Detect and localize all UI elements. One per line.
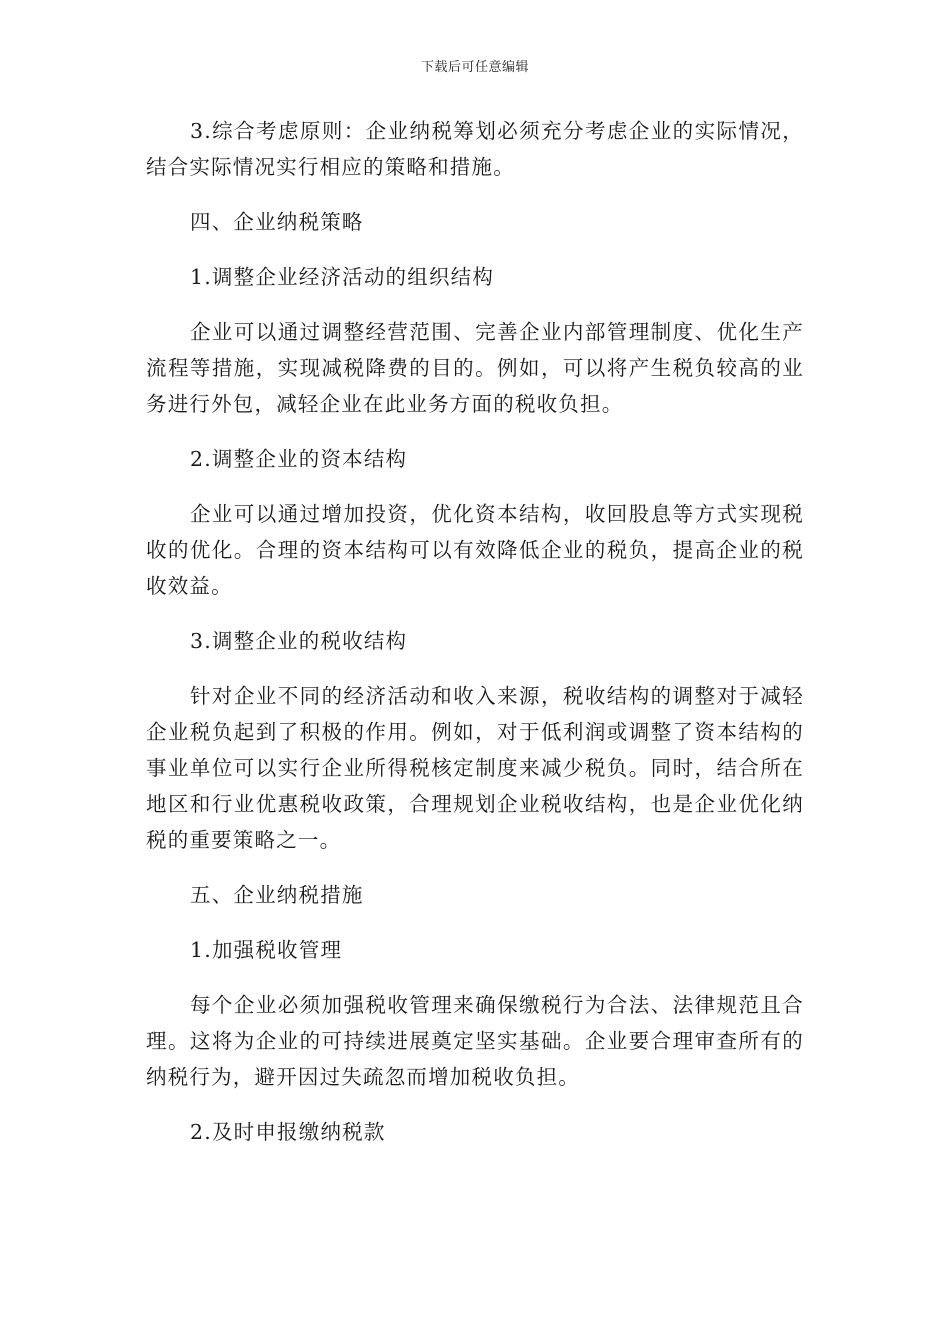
paragraph-organization-structure: 企业可以通过调整经营范围、完善企业内部管理制度、优化生产流程等措施，实现减税降费的目的。例如，可以将产生税负较高的业务进行外包，减轻企业在此业务方面的税收负担。 bbox=[146, 320, 804, 416]
paragraph-tax-management: 每个企业必须加强税收管理来确保缴税行为合法、法律规范且合理。这将为企业的可持续进展奠定坚实基础。企业要合理审查所有的纳税行为，避开因过失疏忽而增加税收负担。 bbox=[146, 993, 804, 1089]
document-body bbox=[146, 113, 804, 1169]
section-heading-tax-strategy: 四、企业纳税策略 bbox=[190, 210, 364, 234]
subheading-tax-structure: 3.调整企业的税收结构 bbox=[190, 629, 408, 653]
subheading-capital-structure: 2.调整企业的资本结构 bbox=[190, 447, 408, 471]
subheading-timely-filing: 2.及时申报缴纳税款 bbox=[190, 1120, 386, 1144]
subheading-tax-management: 1.加强税收管理 bbox=[190, 938, 343, 962]
subheading-organization-structure: 1.调整企业经济活动的组织结构 bbox=[190, 265, 495, 289]
paragraph-capital-structure: 企业可以通过增加投资，优化资本结构，收回股息等方式实现税收的优化。合理的资本结构可以有效降低企业的税负，提高企业的税收效益。 bbox=[146, 502, 804, 598]
paragraph-comprehensive-principle: 3.综合考虑原则：企业纳税筹划必须充分考虑企业的实际情况，结合实际情况实行相应的策略和措施。 bbox=[146, 119, 804, 179]
page-header: 下载后可任意编辑 bbox=[420, 60, 529, 75]
section-heading-tax-measures: 五、企业纳税措施 bbox=[190, 883, 364, 907]
paragraph-tax-structure: 针对企业不同的经济活动和收入来源，税收结构的调整对于减轻企业税负起到了积极的作用。例如，对于低利润或调整了资本结构的事业单位可以实行企业所得税核定制度来减少税负。同时，结合所在地区和行业优惠税收政策，合理规划企业税收结构，也是企业优化纳税的重要策略之一。 bbox=[146, 684, 804, 852]
